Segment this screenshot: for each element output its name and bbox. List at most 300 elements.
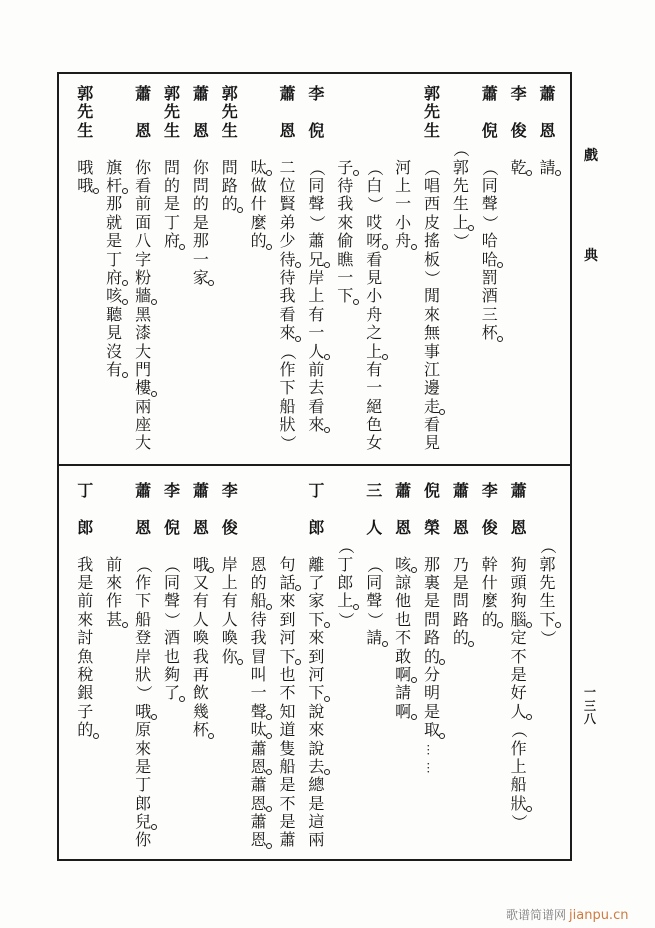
glyph: 小 [395, 212, 412, 232]
glyph: 弟 [279, 212, 296, 232]
glyph: 也 [163, 646, 180, 666]
glyph: ） [509, 814, 529, 831]
glyph: 白 [366, 175, 383, 195]
glyph: （ [509, 722, 529, 739]
glyph: 待 [279, 267, 296, 287]
dialogue-text [446, 556, 475, 648]
glyph: 蕭 [395, 481, 412, 500]
watermark-site-name: 歌谱简谱网 [506, 908, 567, 922]
glyph: 取 [423, 720, 440, 740]
speaker-name [186, 482, 215, 537]
glyph: 府 [163, 231, 180, 251]
glyph: 來 [308, 720, 325, 740]
glyph: 什 [481, 572, 498, 592]
glyph: 瞧 [337, 249, 354, 269]
glyph: 說 [308, 701, 325, 721]
speaker-name [273, 85, 302, 140]
dialogue-text [71, 159, 100, 196]
glyph: 好 [510, 683, 527, 703]
glyph: 郎 [135, 793, 152, 813]
glyph: ） [480, 214, 500, 231]
glyph: 恩 [135, 517, 152, 537]
script-column [418, 482, 447, 854]
glyph: 江 [423, 359, 440, 379]
glyph: 的 [192, 194, 209, 214]
glyph: 人 [221, 609, 238, 629]
glyph: 船 [250, 591, 267, 611]
glyph: 什 [250, 194, 267, 214]
upper-script-section [70, 85, 562, 457]
glyph: 恩 [395, 517, 412, 537]
glyph: 上 [452, 212, 469, 232]
section-divider [57, 464, 572, 466]
glyph: 幾 [192, 701, 209, 721]
dialogue-text [302, 159, 331, 435]
glyph: 邊 [423, 378, 440, 398]
glyph: 是 [308, 793, 325, 813]
glyph: 船 [135, 609, 152, 629]
glyph: ） [336, 611, 356, 628]
glyph: 同 [308, 175, 325, 195]
glyph: 一 [583, 685, 596, 699]
speaker-name [475, 482, 504, 537]
glyph: 待 [279, 249, 296, 269]
glyph: 有 [106, 359, 123, 379]
glyph: 聲 [481, 194, 498, 214]
glyph: 蕭 [135, 84, 152, 103]
glyph: 俊 [510, 120, 527, 140]
glyph: 了 [308, 572, 325, 592]
glyph: 粉 [135, 267, 152, 287]
glyph: 先 [77, 102, 94, 122]
glyph: 待 [250, 609, 267, 629]
glyph: 有 [192, 591, 209, 611]
glyph: 同 [366, 572, 383, 592]
glyph: 皮 [423, 212, 440, 232]
dialogue-text [475, 159, 504, 343]
glyph: 俊 [221, 517, 238, 537]
glyph: 三 [583, 698, 596, 713]
glyph: 前 [106, 554, 123, 574]
glyph: 河 [308, 664, 325, 684]
glyph: 大 [135, 341, 152, 361]
glyph: 府 [106, 267, 123, 287]
glyph: 上 [337, 591, 354, 611]
glyph: 呔 [250, 720, 267, 740]
glyph: 船 [510, 775, 527, 795]
glyph: 的 [250, 572, 267, 592]
glyph: 到 [279, 609, 296, 629]
glyph: 狗 [510, 591, 527, 611]
glyph: （ [423, 159, 443, 176]
running-title-char: 戲 [584, 148, 598, 164]
glyph: 面 [135, 212, 152, 232]
glyph: 聽 [106, 304, 123, 324]
continuation-column [244, 85, 273, 457]
glyph: 也 [395, 609, 412, 629]
glyph: 恩 [250, 830, 267, 850]
glyph: 路 [221, 175, 238, 195]
dialogue-text [331, 159, 360, 306]
glyph: 蕭 [452, 481, 469, 500]
dialogue-text [360, 556, 389, 648]
speaker-name [302, 482, 331, 537]
glyph: 酒 [163, 628, 180, 648]
glyph: 下 [539, 609, 556, 629]
dialogue-text [504, 556, 533, 832]
glyph: 是 [106, 231, 123, 251]
glyph: 倪 [423, 481, 440, 500]
glyph: 李 [510, 84, 527, 103]
glyph: （ [480, 159, 500, 176]
glyph: 郭 [452, 157, 469, 177]
script-column [475, 85, 504, 457]
dialogue-text [71, 556, 100, 740]
glyph: 下 [337, 286, 354, 306]
glyph: 乾 [510, 157, 527, 177]
glyph: 哈 [481, 249, 498, 269]
glyph: 問 [452, 591, 469, 611]
glyph: 來 [135, 738, 152, 758]
glyph: 前 [308, 359, 325, 379]
glyph: 座 [135, 415, 152, 435]
glyph: ） [538, 630, 558, 647]
glyph: （ [307, 159, 327, 176]
glyph: （ [134, 556, 154, 573]
glyph: 小 [366, 286, 383, 306]
glyph: 看 [366, 249, 383, 269]
glyph: 生 [423, 120, 440, 140]
glyph: 八 [135, 231, 152, 251]
glyph: 之 [366, 323, 383, 343]
glyph: 了 [163, 683, 180, 703]
glyph: 河 [279, 628, 296, 648]
glyph: 來 [77, 609, 94, 629]
glyph: （ [538, 538, 558, 555]
glyph: （ [163, 556, 183, 573]
glyph: 八 [583, 712, 596, 726]
glyph: 就 [106, 212, 123, 232]
glyph: 的 [163, 175, 180, 195]
glyph: 門 [135, 359, 152, 379]
glyph: 蕭 [250, 775, 267, 795]
glyph: 的 [221, 194, 238, 214]
glyph: 有 [221, 591, 238, 611]
glyph: 是 [192, 212, 209, 232]
dialogue-text [158, 556, 187, 703]
glyph: 作 [135, 572, 152, 592]
glyph: 兄 [308, 249, 325, 269]
stage-direction-text [331, 537, 360, 629]
glyph: 兒 [135, 812, 152, 832]
glyph: 腦 [510, 609, 527, 629]
glyph: 偷 [337, 231, 354, 251]
glyph: 路 [423, 628, 440, 648]
glyph: 恩 [192, 120, 209, 140]
glyph: 兩 [135, 396, 152, 416]
glyph: 的 [423, 646, 440, 666]
glyph: 來 [279, 323, 296, 343]
glyph: 哦 [135, 701, 152, 721]
glyph: ） [134, 685, 154, 702]
script-column [504, 85, 533, 457]
glyph: 賢 [279, 194, 296, 214]
glyph: 大 [135, 433, 152, 453]
glyph: … [425, 761, 440, 773]
dialogue-text [504, 159, 533, 177]
glyph: 原 [135, 720, 152, 740]
glyph: 先 [163, 102, 180, 122]
glyph: 蕭 [279, 830, 296, 850]
glyph: 是 [423, 701, 440, 721]
dialogue-text [129, 556, 158, 850]
glyph: 狀 [135, 664, 152, 684]
glyph: 前 [135, 194, 152, 214]
glyph: 銀 [77, 683, 94, 703]
glyph: 是 [510, 664, 527, 684]
glyph: 我 [77, 554, 94, 574]
glyph: 聲 [308, 194, 325, 214]
glyph: 你 [135, 830, 152, 850]
glyph: 郎 [308, 517, 325, 537]
glyph: 蕭 [308, 231, 325, 251]
glyph: 西 [423, 194, 440, 214]
glyph: 生 [221, 120, 238, 140]
glyph: 一 [308, 323, 325, 343]
glyph: 前 [77, 591, 94, 611]
glyph: 我 [250, 628, 267, 648]
glyph: ） [452, 233, 472, 250]
script-column [475, 482, 504, 854]
glyph: 蕭 [192, 84, 209, 103]
glyph: 見 [106, 323, 123, 343]
stage-direction-column [446, 85, 475, 457]
glyph: 酒 [481, 286, 498, 306]
glyph: 舟 [366, 304, 383, 324]
glyph: 恩 [250, 554, 267, 574]
continuation-column [100, 482, 129, 854]
script-column [186, 482, 215, 854]
glyph: ） [163, 611, 183, 628]
glyph: 喚 [192, 628, 209, 648]
glyph: 人 [366, 517, 383, 537]
glyph: 看 [135, 175, 152, 195]
glyph: 丁 [77, 481, 94, 500]
dialogue-text [215, 159, 244, 214]
glyph: 生 [77, 120, 94, 140]
glyph: … [425, 743, 440, 755]
glyph: 恩 [539, 120, 556, 140]
script-column [71, 482, 100, 854]
glyph: 走 [423, 396, 440, 416]
glyph: 不 [279, 683, 296, 703]
stage-direction-column [331, 482, 360, 854]
script-column [418, 85, 447, 457]
glyph: 上 [221, 572, 238, 592]
glyph: 聲 [366, 591, 383, 611]
script-column [302, 85, 331, 457]
glyph: 二 [279, 157, 296, 177]
glyph: 問 [163, 157, 180, 177]
glyph: 人 [510, 701, 527, 721]
glyph: 搖 [423, 231, 440, 251]
glyph: 位 [279, 175, 296, 195]
glyph: 討 [77, 628, 94, 648]
speaker-name [418, 482, 447, 537]
glyph: 看 [423, 415, 440, 435]
glyph: 聲 [250, 701, 267, 721]
glyph: 罰 [481, 267, 498, 287]
glyph: 三 [481, 304, 498, 324]
glyph: 恩 [279, 120, 296, 140]
glyph: 沒 [106, 341, 123, 361]
glyph: 麼 [250, 212, 267, 232]
speaker-name [360, 482, 389, 537]
glyph: 也 [279, 664, 296, 684]
glyph: 啊 [395, 664, 412, 684]
glyph: 子 [77, 701, 94, 721]
glyph: 蕭 [135, 481, 152, 500]
dialogue-text [244, 159, 273, 251]
glyph: 郭 [77, 84, 94, 103]
glyph: 離 [308, 554, 325, 574]
lower-script-section [70, 482, 562, 854]
script-column [389, 482, 418, 854]
glyph: 恩 [452, 517, 469, 537]
glyph: 杆 [106, 175, 123, 195]
glyph: 舟 [395, 231, 412, 251]
glyph: 同 [163, 572, 180, 592]
glyph: 是 [452, 572, 469, 592]
speaker-name [129, 482, 158, 537]
glyph: 狀 [510, 793, 527, 813]
dialogue-text [418, 159, 447, 453]
glyph: ） [365, 196, 385, 213]
glyph: 請 [366, 628, 383, 648]
glyph: 郎 [337, 572, 354, 592]
glyph: 人 [308, 341, 325, 361]
speaker-name [71, 482, 100, 537]
glyph: 色 [366, 415, 383, 435]
stage-direction-column [533, 482, 562, 854]
speaker-name [158, 85, 187, 140]
script-column [158, 482, 187, 854]
glyph: 蕭 [481, 84, 498, 103]
glyph: 哦 [77, 157, 94, 177]
glyph: 李 [481, 481, 498, 500]
glyph: 一 [395, 194, 412, 214]
continuation-column [273, 482, 302, 854]
glyph: 呀 [366, 231, 383, 251]
glyph: 李 [163, 481, 180, 500]
glyph: 恩 [250, 793, 267, 813]
glyph: 那 [192, 231, 209, 251]
glyph: 丁 [135, 775, 152, 795]
script-column [273, 85, 302, 457]
glyph: 作 [510, 738, 527, 758]
glyph: 恩 [192, 517, 209, 537]
speaker-name [504, 85, 533, 140]
dialogue-text [389, 556, 418, 722]
glyph: 不 [395, 628, 412, 648]
glyph: 是 [163, 194, 180, 214]
script-column [446, 482, 475, 854]
glyph: 無 [423, 323, 440, 343]
glyph: 俊 [481, 517, 498, 537]
glyph: 呔 [250, 157, 267, 177]
stage-direction-text [533, 537, 562, 647]
glyph: 明 [423, 683, 440, 703]
glyph: 杯 [192, 720, 209, 740]
glyph: 下 [135, 591, 152, 611]
script-column [504, 482, 533, 854]
glyph: 倪 [481, 120, 498, 140]
glyph: 見 [423, 433, 440, 453]
glyph: 的 [250, 231, 267, 251]
glyph: 下 [279, 378, 296, 398]
glyph: 一 [250, 683, 267, 703]
glyph: 做 [250, 175, 267, 195]
script-column [158, 85, 187, 457]
glyph: ） [365, 611, 385, 628]
speaker-name [446, 482, 475, 537]
speaker-name [215, 482, 244, 537]
script-column [215, 85, 244, 457]
glyph: 的 [77, 720, 94, 740]
glyph: 郎 [77, 517, 94, 537]
glyph: 哦 [192, 554, 209, 574]
glyph: 道 [279, 720, 296, 740]
glyph: 樓 [135, 378, 152, 398]
glyph: 又 [192, 572, 209, 592]
dialogue-text [215, 556, 244, 666]
glyph: 咳 [395, 554, 412, 574]
glyph: 我 [279, 286, 296, 306]
glyph: 有 [308, 304, 325, 324]
glyph: 叫 [250, 664, 267, 684]
glyph: 丁 [337, 554, 354, 574]
glyph: 那 [106, 194, 123, 214]
glyph: 倪 [163, 517, 180, 537]
glyph: 待 [337, 175, 354, 195]
glyph: 分 [423, 664, 440, 684]
glyph: 登 [135, 628, 152, 648]
glyph: 哎 [366, 212, 383, 232]
glyph: 上 [366, 341, 383, 361]
dialogue-text [475, 556, 504, 630]
glyph: 不 [510, 646, 527, 666]
glyph: 船 [279, 396, 296, 416]
glyph: 同 [481, 175, 498, 195]
glyph: 丁 [106, 249, 123, 269]
glyph: 郭 [539, 554, 556, 574]
dialogue-text [302, 556, 331, 850]
glyph: 狗 [510, 554, 527, 574]
glyph: （ [452, 141, 472, 158]
glyph: 絕 [366, 396, 383, 416]
glyph: 頭 [510, 572, 527, 592]
glyph: 隻 [279, 738, 296, 758]
glyph: 諒 [395, 572, 412, 592]
glyph: 牆 [135, 286, 152, 306]
glyph: 麼 [481, 591, 498, 611]
glyph: 作 [106, 591, 123, 611]
glyph: 岸 [221, 554, 238, 574]
glyph: 你 [221, 646, 238, 666]
glyph: 下 [308, 683, 325, 703]
glyph: 來 [337, 212, 354, 232]
glyph: 恩 [250, 756, 267, 776]
